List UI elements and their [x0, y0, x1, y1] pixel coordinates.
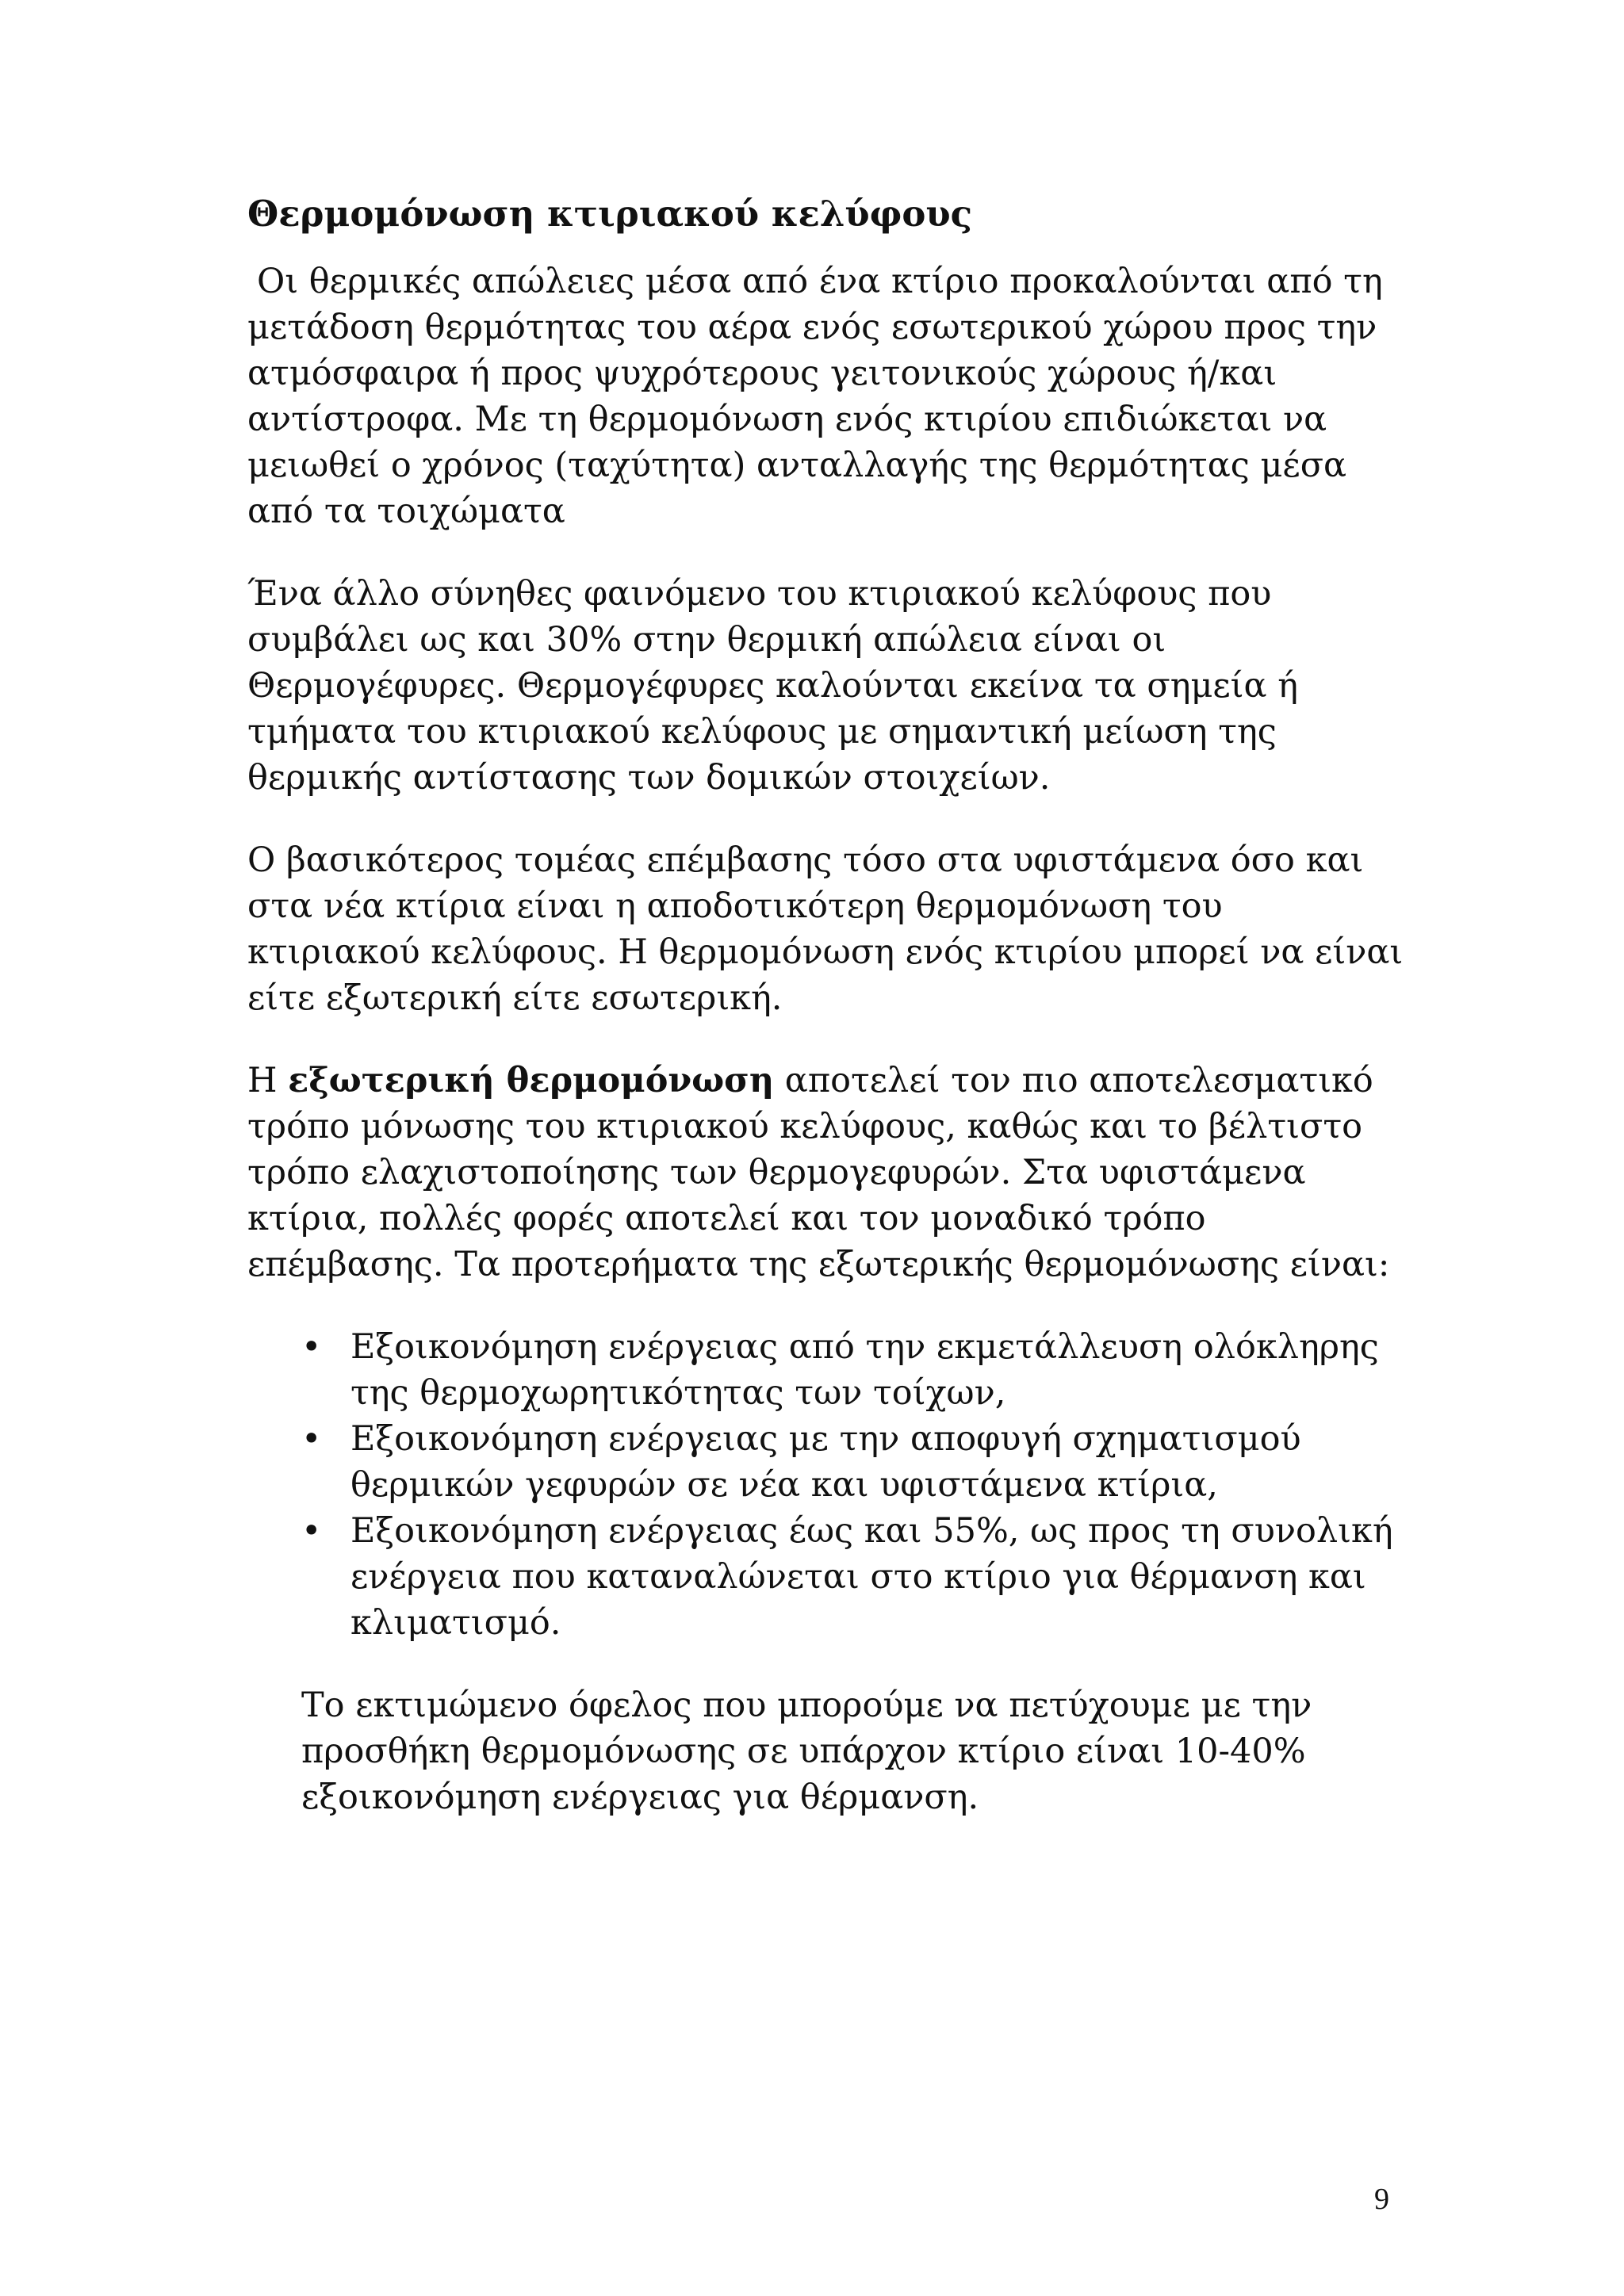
advantages-list: [301, 1324, 1405, 1646]
paragraph-intervention: Ο βασικότερος τομέας επέμβασης τόσο στα υφιστάμενα όσο και στα νέα κτίρια είναι η αποδοτικότερη θερμομόνωση του κτιριακού κελύφους. Η θερμομόνωση ενός κτιρίου μπορεί να είναι είτε εξωτερική είτε εσωτερική.: [247, 840, 1404, 1018]
paragraph-thermal-bridges: Ένα άλλο σύνηθες φαινόμενο του κτιριακού κελύφους που συμβάλει ως και 30% στην θερμική απώλεια είναι οι Θερμογέφυρες. Θερμογέφυρες καλούνται εκείνα τα σημεία ή τμήματα του κτιριακού κελύφους με σημαντική μείωση της θερμικής αντίστασης των δομικών στοιχείων.: [247, 574, 1299, 798]
paragraph-external-insulation: [247, 1058, 1405, 1288]
list-item-text: Εξοικονόμηση ενέργειας έως και 55%, ως προς τη συνολική ενέργεια που καταναλώνεται στο κτίριο για θέρμανση και κλιματισμό.: [350, 1511, 1393, 1643]
list-item-text: Εξοικονόμηση ενέργειας με την αποφυγή σχηματισμού θερμικών γεφυρών σε νέα και υφιστάμενα κτίρια,: [350, 1419, 1301, 1505]
bullet-icon: •: [301, 1511, 322, 1551]
bullet-icon: •: [301, 1419, 322, 1459]
bullet-icon: •: [301, 1327, 322, 1367]
list-item: [301, 1416, 1405, 1508]
paragraph-external-insulation-prefix: Η: [247, 1061, 289, 1100]
document-page: [247, 190, 1405, 1857]
page-number: 9: [1374, 2183, 1389, 2216]
list-item: [301, 1324, 1405, 1416]
list-item-text: Εξοικονόμηση ενέργειας από την εκμετάλλευση ολόκληρης της θερμοχωρητικότητας των τοίχων,: [350, 1327, 1379, 1413]
section-title: Θερμομόνωση κτιριακού κελύφους: [247, 193, 972, 235]
external-insulation-term: εξωτερική θερμομόνωση: [288, 1061, 775, 1100]
paragraph-external-insulation-rest: αποτελεί τον πιο αποτελεσματικό τρόπο μόνωσης του κτιριακού κελύφους, καθώς και το βέλτιστο τρόπο ελαχιστοποίησης των θερμογεφυρών. Στα υφιστάμενα κτίρια, πολλές φορές αποτελεί και τον μοναδικό τρόπο επέμβασης. Τα προτερήματα της εξωτερικής θερμομόνωσης είναι:: [247, 1061, 1390, 1284]
list-item: [301, 1508, 1405, 1646]
paragraph-estimated-benefit: Το εκτιμώμενο όφελος που μπορούμε να πετύχουμε με την προσθήκη θερμομόνωσης σε υπάρχον κτίριο είναι 10-40% εξοικονόμηση ενέργειας για θέρμανση.: [301, 1686, 1312, 1817]
paragraph-heat-losses: Οι θερμικές απώλειες μέσα από ένα κτίριο προκαλούνται από τη μετάδοση θερμότητας του αέρα ενός εσωτερικού χώρου προς την ατμόσφαιρα ή προς ψυχρότερους γειτονικούς χώρους ή/και αντίστροφα. Με τη θερμομόνωση ενός κτιρίου επιδιώκεται να μειωθεί ο χρόνος (ταχύτητα) ανταλλαγής της θερμότητας μέσα από τα τοιχώματα: [247, 262, 1383, 531]
